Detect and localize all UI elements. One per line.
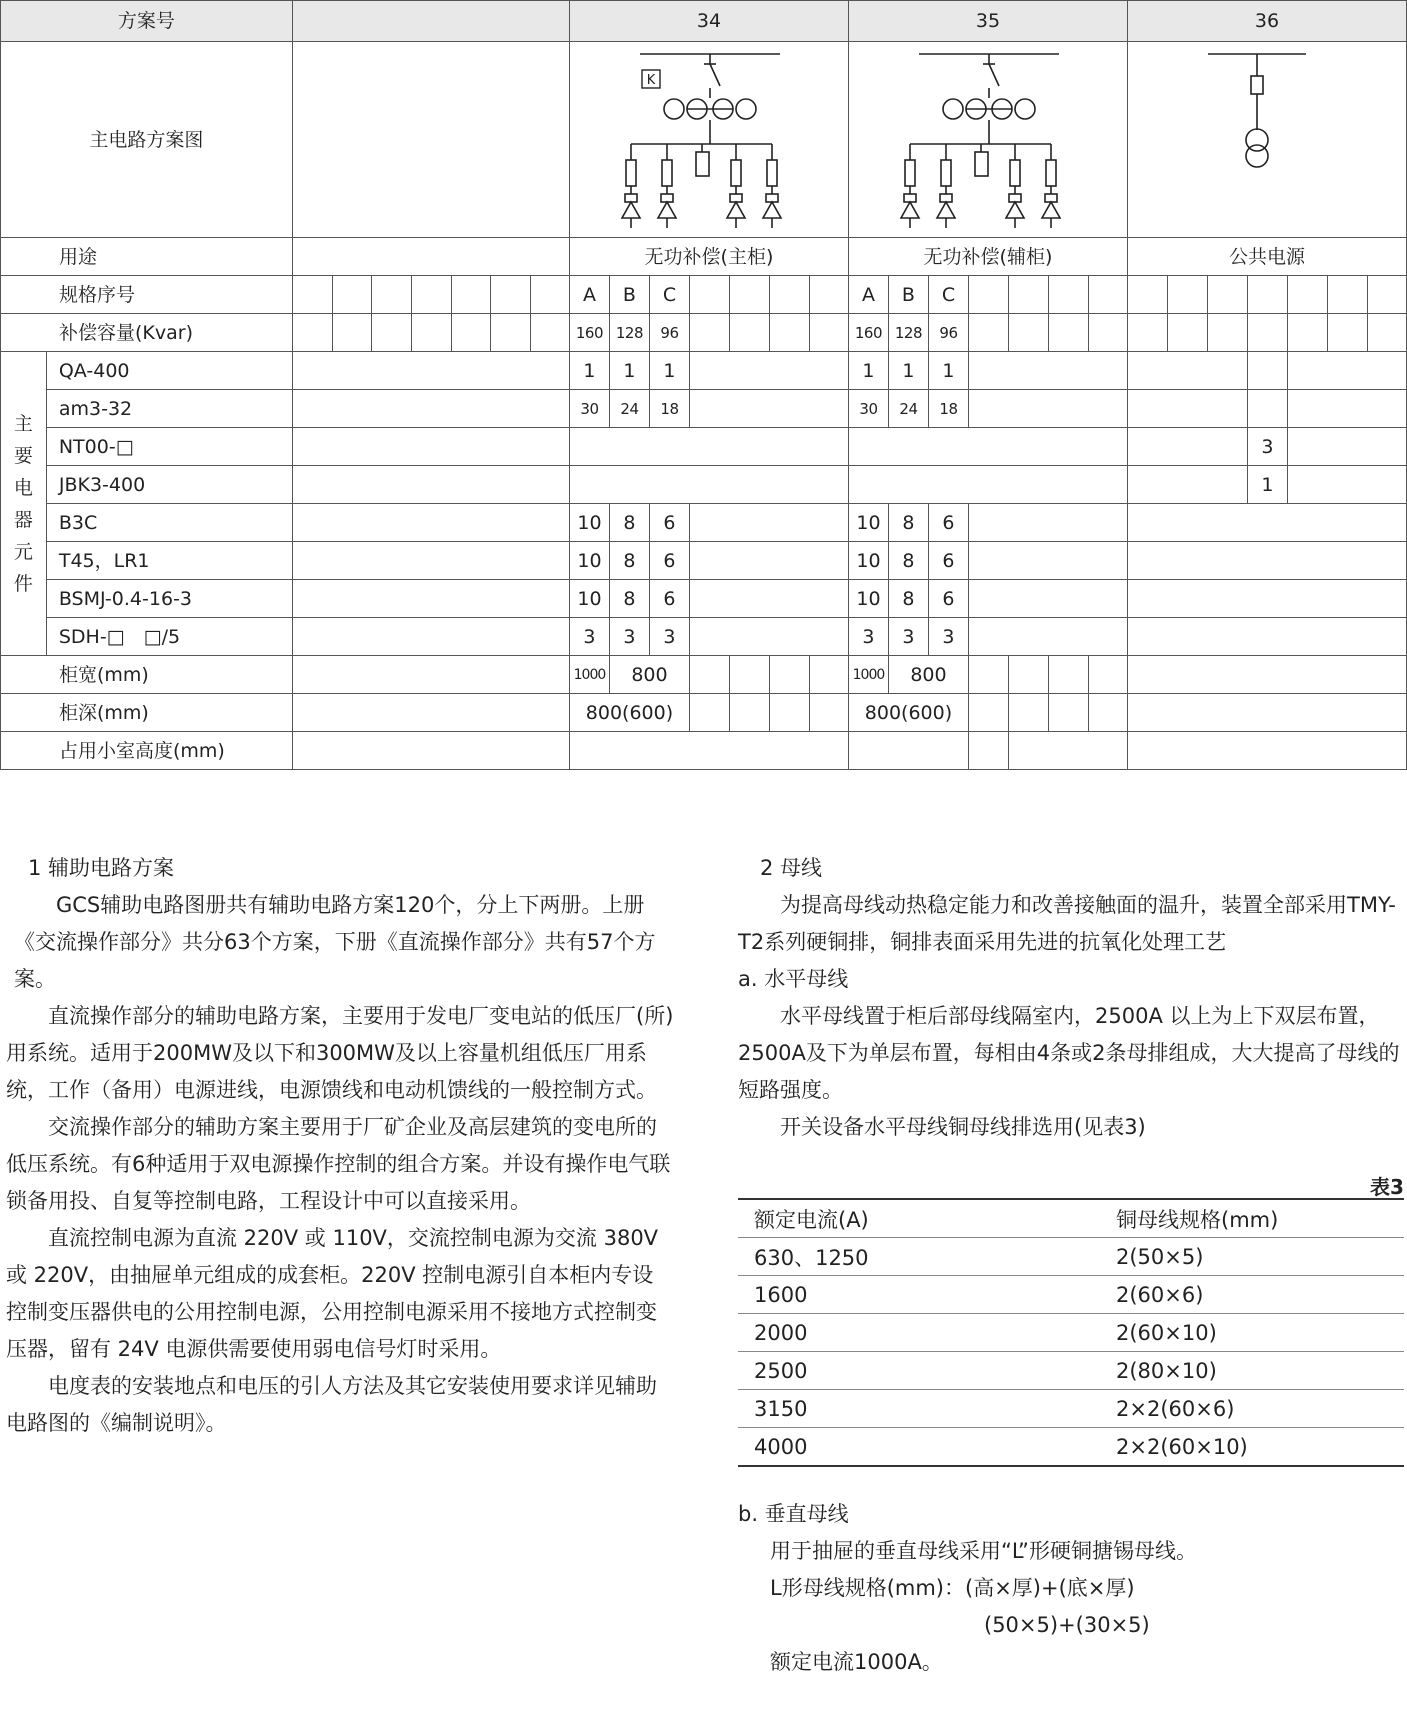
component-row: am3-32 30 24 18 30 24 18 <box>1 390 1407 428</box>
table-row <box>738 1199 1404 1238</box>
paragraph: 交流操作部分的辅助方案主要用于厂矿企业及高层建筑的变电所的低压系统。有6种适用于双电源操作控制的组合方案。并设有操作电气联锁备用投、自复等控制电路，工程设计中可以直接采用。 <box>6 1115 671 1213</box>
depth-35: 800(600) <box>848 694 968 732</box>
component-row: 主 要 电 器 元 件 QA-400 1 1 1 1 1 1 <box>1 352 1407 390</box>
column-header: 额定电流(A) <box>738 1199 1100 1238</box>
vertical-busbar-section <box>738 1496 1404 1681</box>
column-header: 铜母线规格(mm) <box>1100 1199 1404 1238</box>
paragraph: (50×5)+(30×5) <box>984 1613 1150 1637</box>
paragraph: 直流控制电源为直流 220V 或 110V，交流控制电源为交流 380V 或 220V，由抽屉单元组成的成套柜。220V 控制电源引自本柜内专设控制变压器供电的公用控制电源，公用控制电源采用不接地方式控制变压器，留有 24V 电源供需要使用弱电信号灯时采用。 <box>6 1226 659 1361</box>
component-name: SDH-□ □/5 <box>46 618 292 656</box>
component-name: BSMJ-0.4-16-3 <box>46 580 292 618</box>
component-name: B3C <box>46 504 292 542</box>
component-row: SDH-□ □/5 3 3 3 3 3 3 <box>1 618 1407 656</box>
table-row: 630、1250 2(50×5) <box>738 1238 1404 1276</box>
table-row: 2000 2(60×10) <box>738 1314 1404 1352</box>
capacity-row <box>1 314 1407 352</box>
right-text-column <box>738 850 1404 1146</box>
component-row: JBK3-400 1 <box>1 466 1407 504</box>
cabinet-width-row <box>1 656 1407 694</box>
usage-label: 用途 <box>1 238 293 276</box>
cabinet-depth-label: 柜深(mm) <box>1 694 293 732</box>
spec-34-a: A <box>569 276 609 314</box>
component-group-label: 主 要 电 器 元 件 <box>1 352 47 656</box>
scheme-36-header: 36 <box>1127 1 1406 42</box>
scheme-35-header: 35 <box>848 1 1127 42</box>
usage-36: 公共电源 <box>1127 238 1406 276</box>
paragraph: 电度表的安装地点和电压的引人方法及其它安装使用要求详见辅助电路图的《编制说明》。 <box>6 1374 657 1435</box>
paragraph: 为提高母线动热稳定能力和改善接触面的温升，装置全部采用TMY-T2系列硬铜排，铜排表面采用先进的抗氧化处理工艺 <box>738 893 1396 954</box>
usage-34: 无功补偿(主柜) <box>569 238 848 276</box>
width-35-bc: 800 <box>888 656 968 694</box>
usage-row <box>1 238 1407 276</box>
subsection-heading: b. 垂直母线 <box>738 1502 849 1526</box>
width-34-bc: 800 <box>609 656 689 694</box>
component-name: am3-32 <box>46 390 292 428</box>
spec-35-b: B <box>888 276 928 314</box>
component-name: NT00-□ <box>46 428 292 466</box>
paragraph: 直流操作部分的辅助电路方案，主要用于发电厂变电站的低压厂(所)用系统。适用于200MW及以下和300MW及以上容量机组低压厂用系统，工作（备用）电源进线，电源馈线和电动机馈线的一般控制方式。 <box>6 1004 674 1102</box>
diagram-scheme-36 <box>1127 42 1406 238</box>
paragraph: GCS辅助电路图册共有辅助电路方案120个，分上下两册。上册《交流操作部分》共分63个方案，下册《直流操作部分》共有57个方案。 <box>14 893 656 991</box>
spec-34-c: C <box>649 276 689 314</box>
capacity-35-a: 160 <box>848 314 888 352</box>
mark-k-label: K <box>646 73 656 88</box>
paragraph: 水平母线置于柜后部母线隔室内，2500A 以上为上下双层布置，2500A及下为单层布置，每相由4条或2条母排组成，大大提高了母线的短路强度。 <box>738 1004 1400 1102</box>
section-heading: 1 辅助电路方案 <box>28 856 175 880</box>
table-row: 3150 2×2(60×6) <box>738 1390 1404 1428</box>
paragraph: 额定电流1000A。 <box>770 1650 943 1674</box>
spec-no-label: 规格序号 <box>1 276 293 314</box>
capacity-label: 补偿容量(Kvar) <box>1 314 293 352</box>
spec-no-row <box>1 276 1407 314</box>
component-row: B3C 10 8 6 10 8 6 <box>1 504 1407 542</box>
capacity-35-c: 96 <box>928 314 968 352</box>
subsection-heading: a. 水平母线 <box>738 967 849 991</box>
busbar-table <box>738 1198 1404 1467</box>
table-header-row <box>1 1 1407 42</box>
component-name: T45，LR1 <box>46 542 292 580</box>
paragraph: L形母线规格(mm)：(高×厚)+(底×厚) <box>770 1576 1135 1600</box>
depth-34: 800(600) <box>569 694 689 732</box>
section-heading: 2 母线 <box>760 856 823 880</box>
table-row: 2500 2(80×10) <box>738 1352 1404 1390</box>
spec-34-b: B <box>609 276 649 314</box>
diagram-scheme-35 <box>848 42 1127 238</box>
diagram-label: 主电路方案图 <box>1 42 293 238</box>
capacity-35-b: 128 <box>888 314 928 352</box>
scheme-no-label: 方案号 <box>1 1 293 42</box>
usage-35: 无功补偿(辅柜) <box>848 238 1127 276</box>
scheme-34-header: 34 <box>569 1 848 42</box>
circuit-diagram-34 <box>570 42 848 233</box>
paragraph: 开关设备水平母线铜母线排选用(见表3) <box>780 1115 1146 1139</box>
diagram-scheme-34 <box>569 42 848 238</box>
table-row: 4000 2×2(60×10) <box>754 1434 1248 1459</box>
width-35-a: 1000 <box>848 656 888 694</box>
table3-caption: 表3 <box>1370 1175 1404 1199</box>
width-34-a: 1000 <box>569 656 609 694</box>
blank-diagram-cell <box>292 42 569 238</box>
left-text-column <box>6 850 674 1442</box>
circuit-diagram-36 <box>1128 42 1406 233</box>
room-height-row <box>1 732 1407 770</box>
room-height-label: 占用小室高度(mm) <box>1 732 293 770</box>
scheme-spec-table <box>0 0 1407 770</box>
capacity-34-b: 128 <box>609 314 649 352</box>
component-name: QA-400 <box>46 352 292 390</box>
paragraph: 用于抽屉的垂直母线采用“L”形硬铜搪锡母线。 <box>770 1539 1197 1563</box>
cabinet-depth-row <box>1 694 1407 732</box>
component-row: NT00-□ 3 <box>1 428 1407 466</box>
spec-35-c: C <box>928 276 968 314</box>
blank-scheme-header <box>292 1 569 42</box>
component-row: BSMJ-0.4-16-3 10 8 6 10 8 6 <box>1 580 1407 618</box>
capacity-34-c: 96 <box>649 314 689 352</box>
component-row: T45，LR1 10 8 6 10 8 6 <box>1 542 1407 580</box>
table-row: 1600 2(60×6) <box>738 1276 1404 1314</box>
component-name: JBK3-400 <box>46 466 292 504</box>
circuit-diagram-35 <box>849 42 1127 233</box>
cabinet-width-label: 柜宽(mm) <box>1 656 293 694</box>
diagram-row <box>1 42 1407 238</box>
capacity-34-a: 160 <box>569 314 609 352</box>
spec-35-a: A <box>848 276 888 314</box>
